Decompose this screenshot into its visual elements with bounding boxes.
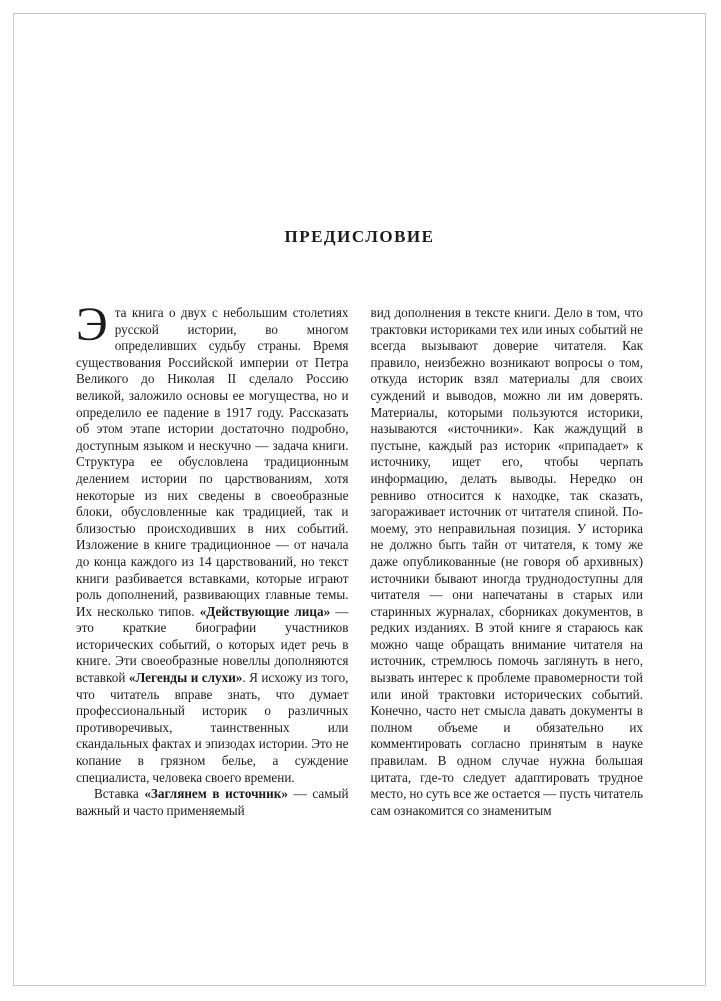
book-page [13, 13, 706, 986]
drop-cap: Э [76, 298, 108, 351]
paragraph-text: та книга о двух с небольшим столетиях русской истории, во многом определивших судьбу страны. Время существования Российской империи от Петра Великого до Николая II сделало Россию великой, заложило основы ее могущества, но и определило ее падение в 1917 году. Рассказать об этом этапе истории достаточно подробно, доступным языком и нескучно — задача книги. Структура ее обусловлена традиционным делением истории по царствованиям, хотя некоторые из них сведены в своеобразные блоки, обусловленные как традицией, так и близостью происходивших в них событий. Изложение в книге традиционное — от начала до конца каждого из 14 царствований, но текст книги разбивается вставками, которые играют роль дополнений, развивающих главные темы. Их несколько типов. «Действующие лица» — это краткие биографии участников исторических событий, о которых идет речь в книге. Эти своеобразные новеллы дополняются вставкой «Легенды и слухи». Я исхожу из того, что читатель вправе знать, что думает профессиональный историк о различных противоречивых, таинственных или скандальных фактах и эпизодах истории. Это не копание в грязном белье, а суждение специалиста, человека своего времени. [76, 305, 349, 785]
left-column [76, 298, 349, 819]
page-content [14, 14, 705, 819]
paragraph: Вставка «Заглянем в источник» — самый важный и часто применяемый [76, 786, 349, 818]
page-title: ПРЕДИСЛОВИЕ [284, 227, 435, 246]
paragraph [76, 298, 349, 786]
right-column [371, 305, 644, 819]
paragraph: вид дополнения в тексте книги. Дело в том, что трактовки историками тех или иных событий не всегда вызывают доверие читателя. Как правило, неизбежно возникают вопросы о том, откуда историк взял материалы для своих суждений и выводов, можно ли им доверять. Материалы, которыми пользуются историки, называются «источники». Как жаждущий в пустыне, каждый раз историк «припадает» к источнику, ищет его, чтобы черпать информацию, делать выводы. Нередко он ревниво относится к находке, так сказать, загораживает источник от читателя спиной. По-моему, это неправильная позиция. У историка не должно быть тайн от читателя, к тому же даже опубликованные (не говоря об архивных) источники бывают иногда труднодоступны для читателя — они напечатаны в старых или старинных журналах, сборниках документов, в редких изданиях. В этой книге я стараюсь как можно чаще обращать внимание читателя на источник, стремлюсь помочь заглянуть в него, вызвать интерес к проблеме правомерности той или иной трактовки исторических событий. Конечно, часто нет смысла давать документы в полном объеме и обязательно их комментировать согласно принятым в науке правилам. В одном случае нужна большая цитата, где-то следует адаптировать трудное место, но суть все же остается — пусть читатель сам ознакомится со знаменитым [370, 305, 643, 818]
text-columns [76, 298, 643, 819]
